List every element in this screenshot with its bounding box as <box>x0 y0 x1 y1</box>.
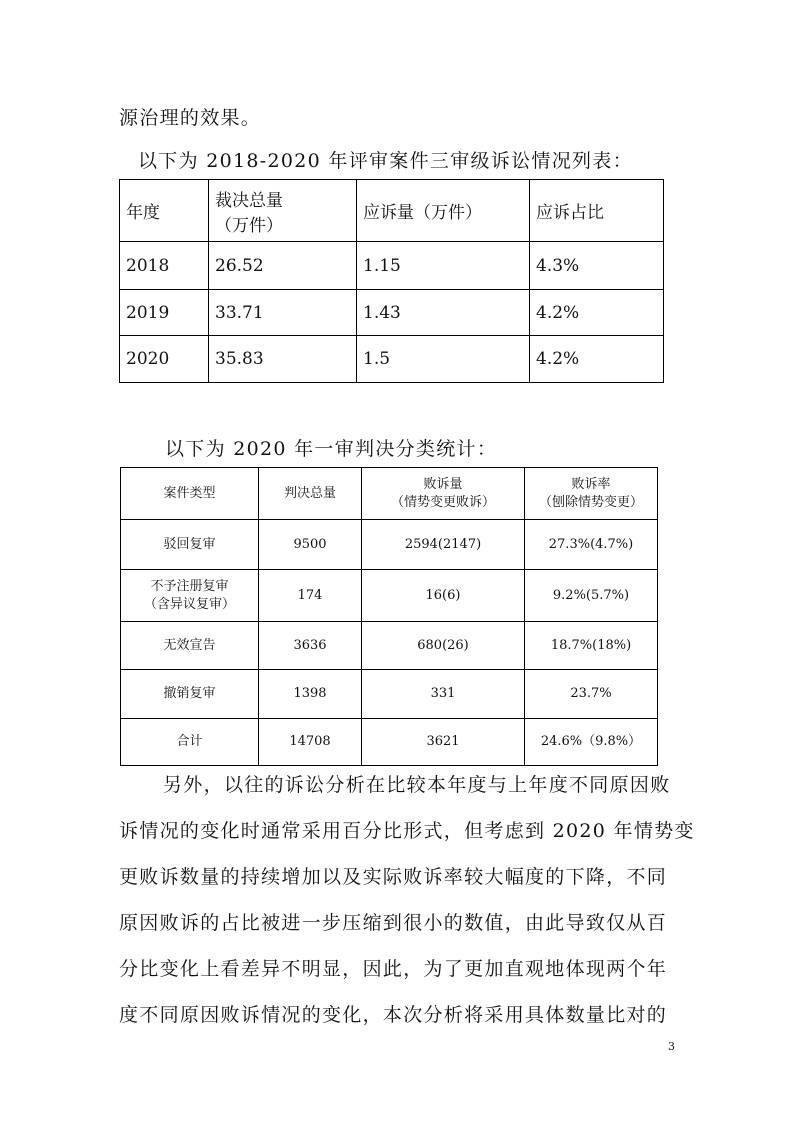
t2-c: 16(6) <box>362 570 525 622</box>
t2-c: 174 <box>259 570 362 622</box>
body-line: 原因败诉的占比被进一步压缩到很小的数值，由此导致仅从百 <box>119 912 668 934</box>
para0: 源治理的效果。 <box>119 107 262 129</box>
t1-c: 4.2% <box>530 290 664 336</box>
t2-c: 27.3%(4.7%) <box>525 520 658 570</box>
t1-c: 4.3% <box>530 242 664 290</box>
body-line: 另外，以往的诉讼分析在比较本年度与上年度不同原因败 <box>163 774 671 796</box>
t1-c: 2018 <box>120 242 209 290</box>
t2-c: 680(26) <box>362 622 525 670</box>
body-line: 更败诉数量的持续增加以及实际败诉率较大幅度的下降，不同 <box>119 866 668 888</box>
t2-c: 9500 <box>259 520 362 570</box>
t2-c: 23.7% <box>525 670 658 719</box>
t2-c: 9.2%(5.7%) <box>525 570 658 622</box>
table-row <box>121 670 658 719</box>
table-row <box>120 290 664 336</box>
table2 <box>120 467 658 766</box>
t1-c: 33.71 <box>209 290 357 336</box>
table-row <box>120 242 664 290</box>
t1-h1: 裁决总量 （万件） <box>209 180 357 242</box>
t2-h3: 败诉率 （刨除情势变更） <box>525 468 658 520</box>
t2-header <box>121 468 658 520</box>
t1-c: 1.43 <box>357 290 530 336</box>
t2-h1: 判决总量 <box>259 468 362 520</box>
table-row <box>120 336 664 383</box>
table1 <box>119 179 664 383</box>
t1-c: 1.5 <box>357 336 530 383</box>
t1-c: 1.15 <box>357 242 530 290</box>
t2-c: 无效宣告 <box>121 622 259 670</box>
t2-h0: 案件类型 <box>121 468 259 520</box>
table-row <box>121 719 658 766</box>
table-row <box>121 622 658 670</box>
t2-c: 2594(2147) <box>362 520 525 570</box>
body-line: 分比变化上看差异不明显，因此，为了更加直观地体现两个年 <box>119 958 668 980</box>
body-line: 诉情况的变化时通常采用百分比形式，但考虑到 2020 年情势变 <box>119 820 695 842</box>
t2-c: 不予注册复审 （含异议复审） <box>121 570 259 622</box>
t1-c: 4.2% <box>530 336 664 383</box>
t1-h0: 年度 <box>120 180 209 242</box>
t2-c: 14708 <box>259 719 362 766</box>
intro1: 以下为 2018-2020 年评审案件三审级诉讼情况列表： <box>138 150 633 172</box>
table-row <box>121 520 658 570</box>
t2-c: 撤销复审 <box>121 670 259 719</box>
t2-c: 3621 <box>362 719 525 766</box>
body-line: 度不同原因败诉情况的变化，本次分析将采用具体数量比对的 <box>119 1004 668 1026</box>
t2-h2: 败诉量 （情势变更败诉） <box>362 468 525 520</box>
t2-c: 331 <box>362 670 525 719</box>
t1-c: 2019 <box>120 290 209 336</box>
page-number: 3 <box>668 1040 675 1053</box>
t2-c: 1398 <box>259 670 362 719</box>
t2-c: 24.6%（9.8%） <box>525 719 658 766</box>
t1-header <box>120 180 664 242</box>
t2-c: 18.7%(18%) <box>525 622 658 670</box>
t1-c: 26.52 <box>209 242 357 290</box>
table-row <box>121 570 658 622</box>
t1-h3: 应诉占比 <box>530 180 664 242</box>
t2-c: 驳回复审 <box>121 520 259 570</box>
intro2: 以下为 2020 年一审判决分类统计： <box>165 438 498 460</box>
t1-c: 35.83 <box>209 336 357 383</box>
t2-c: 3636 <box>259 622 362 670</box>
t1-c: 2020 <box>120 336 209 383</box>
t2-c: 合计 <box>121 719 259 766</box>
t1-h2: 应诉量（万件） <box>357 180 530 242</box>
